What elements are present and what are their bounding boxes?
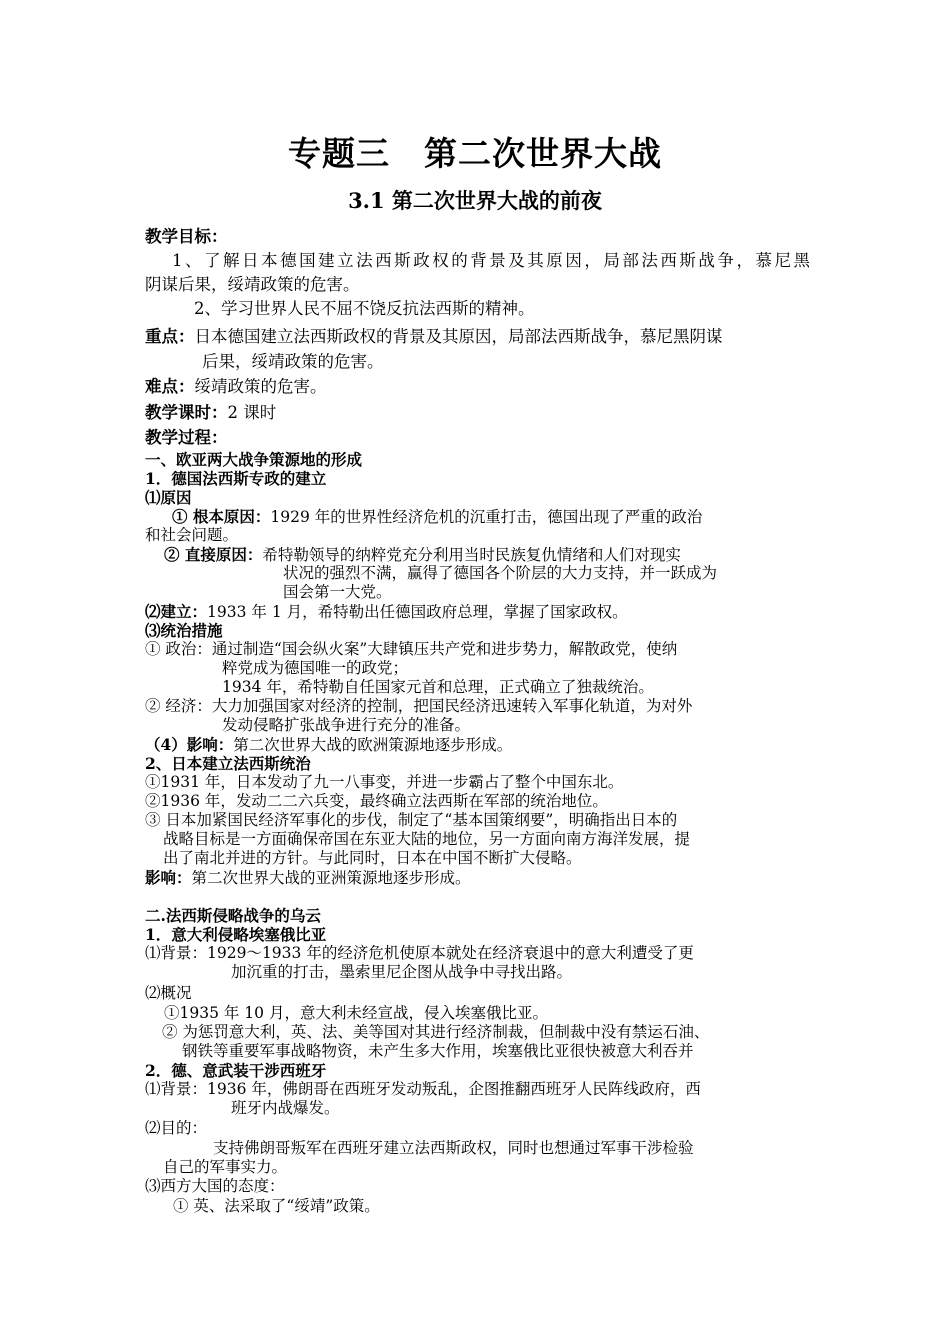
japan-item-3-line-2: 战略目标是一方面确保帝国在东亚大陆的地位，另一方面向南方海洋发展，提 <box>163 830 691 848</box>
japan-item-2: ②1936 年，发动二二六兵变，最终确立法西斯在军部的统治地位。 <box>145 792 608 810</box>
spain-background-line-1: ⑴背景：1936 年，佛朗哥在西班牙发动叛乱，企图推翻西班牙人民阵线政府，西 <box>145 1080 701 1098</box>
cause-label: ⑴原因 <box>145 488 192 507</box>
difficulty-text: 绥靖政策的危害。 <box>194 377 327 396</box>
part2-heading: 二.法西斯侵略战争的乌云 <box>145 906 321 925</box>
establish-label: ⑵建立： <box>145 602 208 621</box>
root-cause-line-1: 1929 年的世界性经济危机的沉重打击，德国出现了严重的政治 <box>270 508 703 526</box>
direct-cause-line-1: 希特勒领导的纳粹党充分利用当时民族复仇情绪和人们对现实 <box>262 546 681 564</box>
page-title: 专题三 第二次世界大战 <box>288 134 662 173</box>
purpose-line-2: 自己的军事实力。 <box>163 1158 288 1176</box>
politics-line-1: ① 政治：通过制造“国会纵火案”大肆镇压共产党和进步势力，解散政党，使纳 <box>145 640 678 658</box>
politics-line-3: 1934 年，希特勒自任国家元首和总理，正式确立了独裁统治。 <box>222 678 654 696</box>
part2-s2-heading: 2．德、意武装干涉西班牙 <box>145 1061 327 1080</box>
part1-heading: 一、欧亚两大战争策源地的形成 <box>145 450 363 469</box>
impact-text: 第二次世界大战的欧洲策源地逐步形成。 <box>233 736 513 754</box>
part2-s1-heading: 1．意大利侵略埃塞俄比亚 <box>145 925 327 944</box>
japan-item-1: ①1931 年，日本发动了九一八事变，并进一步霸占了整个中国东北。 <box>145 773 624 791</box>
key-points-line-1: 日本德国建立法西斯政权的背景及其原因，局部法西斯战争，慕尼黑阴谋 <box>194 327 723 346</box>
attitude-label: ⑶西方大国的态度： <box>145 1177 285 1195</box>
rule-measures-label: ⑶统治措施 <box>145 621 223 640</box>
establishment <box>145 602 810 622</box>
spain-background-line-2: 班牙内战爆发。 <box>231 1099 340 1117</box>
direct-cause-line-2: 状况的强烈不满，赢得了德国各个阶层的大力支持，并一跃成为 <box>283 564 718 582</box>
japan-item-3-line-1: ③ 日本加紧国民经济军事化的步伐，制定了“基本国策纲要”，明确指出日本的 <box>145 811 678 829</box>
key-points-line-2: 后果，绥靖政策的危害。 <box>202 352 384 371</box>
root-cause-line-2: 和社会问题。 <box>145 526 239 544</box>
overview-item-2-line-1: ② 为惩罚意大利，英、法、美等国对其进行经济制裁，但制裁中没有禁运石油、 <box>162 1023 710 1041</box>
italy-background-line-1: ⑴背景：1929～1933 年的经济危机使原本就处在经济衰退中的意大利遭受了更 <box>145 944 694 962</box>
key-points-label: 重点： <box>145 327 195 346</box>
italy-background-line-2: 加沉重的打击，墨索里尼企图从战争中寻找出路。 <box>231 963 573 981</box>
part1-s1-heading: 1．德国法西斯专政的建立 <box>145 469 327 488</box>
hours-label: 教学课时： <box>145 403 228 422</box>
section-title: 3.1 第二次世界大战的前夜 <box>348 188 602 213</box>
japan-impact-text: 第二次世界大战的亚洲策源地逐步形成。 <box>191 869 471 887</box>
overview-item-2-line-2: 钢铁等重要军事战略物资，未产生多大作用，埃塞俄比亚很快被意大利吞并 <box>182 1042 694 1060</box>
difficulty <box>145 376 810 398</box>
economy-line-2: 发动侵略扩张战争进行充分的准备。 <box>222 716 471 734</box>
hours-text: 2 课时 <box>227 403 277 422</box>
part1-s2-heading: 2、日本建立法西斯统治 <box>145 754 311 773</box>
japan-item-3-line-3: 出了南北并进的方针。与此同时，日本在中国不断扩大侵略。 <box>163 849 582 867</box>
impact-label: （4）影响： <box>145 735 234 754</box>
goals-label: 教学目标： <box>145 227 228 246</box>
direct-cause <box>164 545 829 565</box>
japan-impact-label: 影响： <box>145 868 192 887</box>
overview-item-1: ①1935 年 10 月，意大利未经宣战，侵入埃塞俄比亚。 <box>164 1004 548 1022</box>
attitude-item-1: ① 英、法采取了“绥靖”政策。 <box>173 1197 380 1215</box>
direct-cause-line-3: 国会第一大党。 <box>283 583 392 601</box>
purpose-label: ⑵目的： <box>145 1119 208 1137</box>
economy-line-1: ② 经济：大力加强国家对经济的控制，把国民经济迅速转入军事化轨道，为对外 <box>145 697 693 715</box>
root-cause <box>172 507 837 527</box>
goal-1-line-2: 阴谋后果，绥靖政策的危害。 <box>145 275 360 294</box>
japan-impact <box>145 868 810 888</box>
root-cause-label: ① 根本原因： <box>172 507 271 526</box>
politics-line-2: 粹党成为德国唯一的政党； <box>222 659 409 677</box>
goal-2: 2、学习世界人民不屈不饶反抗法西斯的精神。 <box>194 299 535 318</box>
purpose-line-1: 支持佛朗哥叛军在西班牙建立法西斯政权，同时也想通过军事干涉检验 <box>213 1139 694 1157</box>
germany-impact <box>145 735 810 755</box>
difficulty-label: 难点： <box>145 377 195 396</box>
process-label: 教学过程： <box>145 428 228 447</box>
teaching-hours <box>145 402 810 424</box>
overview-label: ⑵概况 <box>145 984 192 1002</box>
direct-cause-label: ② 直接原因： <box>164 545 263 564</box>
establish-text: 1933 年 1 月，希特勒出任德国政府总理，掌握了国家政权。 <box>207 603 628 621</box>
goal-1-line-1: 1、了解日本德国建立法西斯政权的背景及其原因，局部法西斯战争，慕尼黑 <box>172 251 810 270</box>
key-points <box>145 326 810 348</box>
